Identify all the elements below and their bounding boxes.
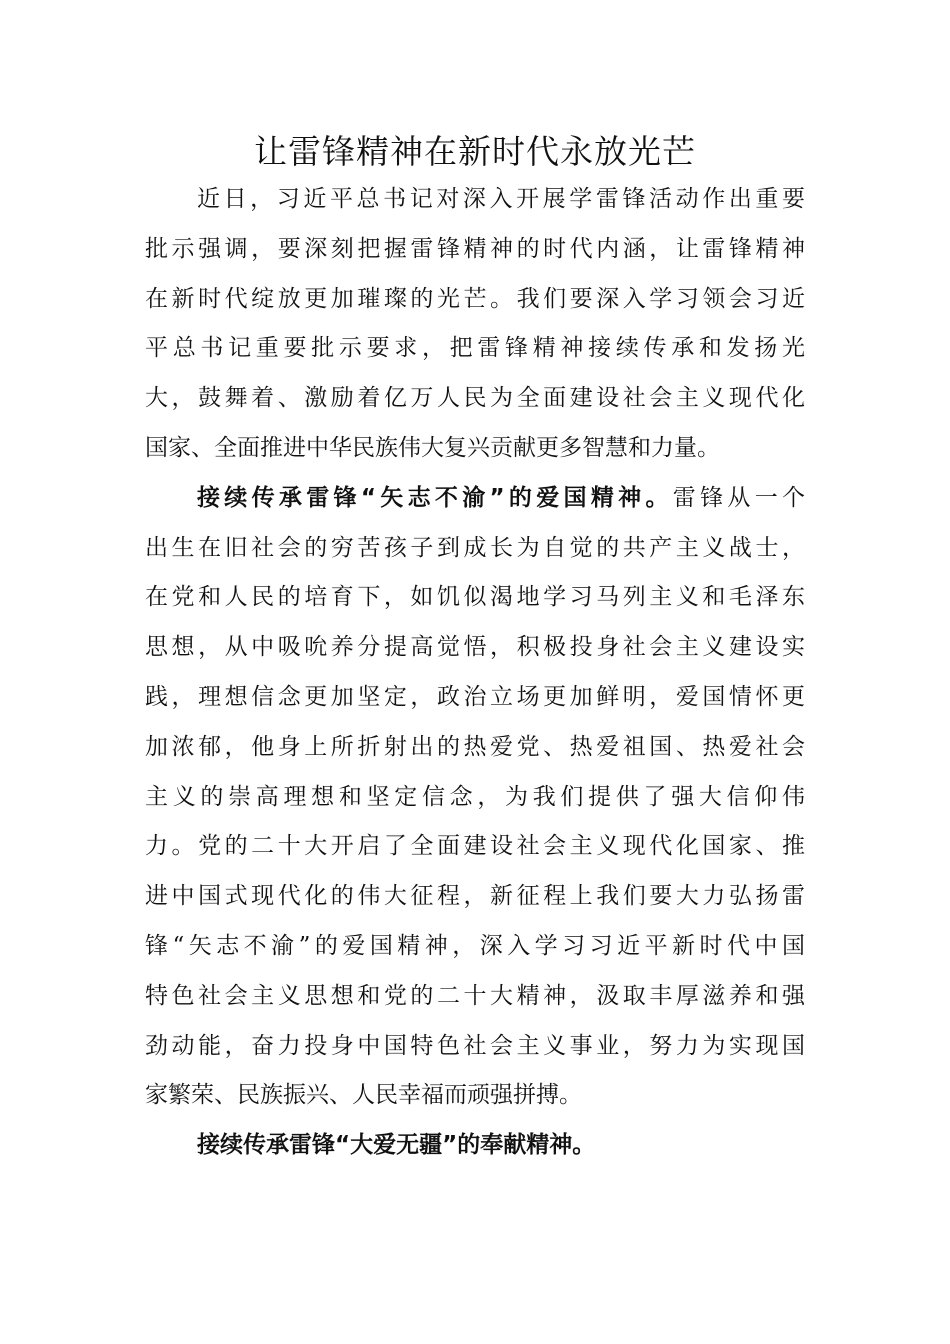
paragraph-line: 批示强调，要深刻把握雷锋精神的时代内涵，让雷锋精神 (145, 235, 805, 262)
document-body (145, 175, 805, 1171)
paragraph (145, 1121, 805, 1171)
paragraph-line: 劲动能，奋力投身中国特色社会主义事业，努力为实现国 (145, 1032, 805, 1059)
paragraph-line: 平总书记重要批示要求，把雷锋精神接续传承和发扬光 (145, 335, 805, 362)
paragraph-line: 践，理想信念更加坚定，政治立场更加鲜明，爱国情怀更 (145, 683, 805, 710)
paragraph-line: 思想，从中吸吮养分提高觉悟，积极投身社会主义建设实 (145, 634, 805, 661)
paragraph-first-line (145, 474, 805, 524)
paragraph-text: 雷锋从一个 (672, 484, 806, 511)
paragraph-line: 国家、全面推进中华民族伟大复兴贡献更多智慧和力量。 (145, 434, 720, 461)
paragraph-line: 出生在旧社会的穷苦孩子到成长为自觉的共产主义战士， (145, 534, 805, 561)
paragraph (145, 175, 805, 474)
paragraph-line: 近日，习近平总书记对深入开展学雷锋活动作出重要 (197, 186, 805, 212)
paragraph-line: 加浓郁，他身上所折射出的热爱党、热爱祖国、热爱社会 (145, 733, 805, 760)
paragraph-line: 力。党的二十大开启了全面建设社会主义现代化国家、推 (145, 833, 805, 860)
section-heading: 接续传承雷锋“矢志不渝”的爱国精神。 (197, 484, 673, 511)
paragraph (145, 474, 805, 1121)
section-heading: 接续传承雷锋“大爱无疆”的奉献精神。 (197, 1132, 596, 1159)
paragraph-line: 大，鼓舞着、激励着亿万人民为全面建设社会主义现代化 (145, 385, 805, 412)
paragraph-line: 主义的崇高理想和坚定信念，为我们提供了强大信仰伟 (145, 783, 805, 810)
paragraph-line: 进中国式现代化的伟大征程，新征程上我们要大力弘扬雷 (145, 883, 805, 910)
paragraph-line: 特色社会主义思想和党的二十大精神，汲取丰厚滋养和强 (145, 982, 805, 1009)
paragraph-line: 在新时代绽放更加璀璨的光芒。我们要深入学习领会习近 (145, 285, 805, 312)
paragraph-line: 在党和人民的培育下，如饥似渴地学习马列主义和毛泽东 (145, 584, 805, 611)
document-title: 让雷锋精神在新时代永放光芒 (254, 132, 696, 171)
paragraph-line: 锋“矢志不渝”的爱国精神，深入学习习近平新时代中国 (145, 932, 805, 959)
paragraph-line: 家繁荣、民族振兴、人民幸福而顽强拼搏。 (145, 1082, 582, 1109)
